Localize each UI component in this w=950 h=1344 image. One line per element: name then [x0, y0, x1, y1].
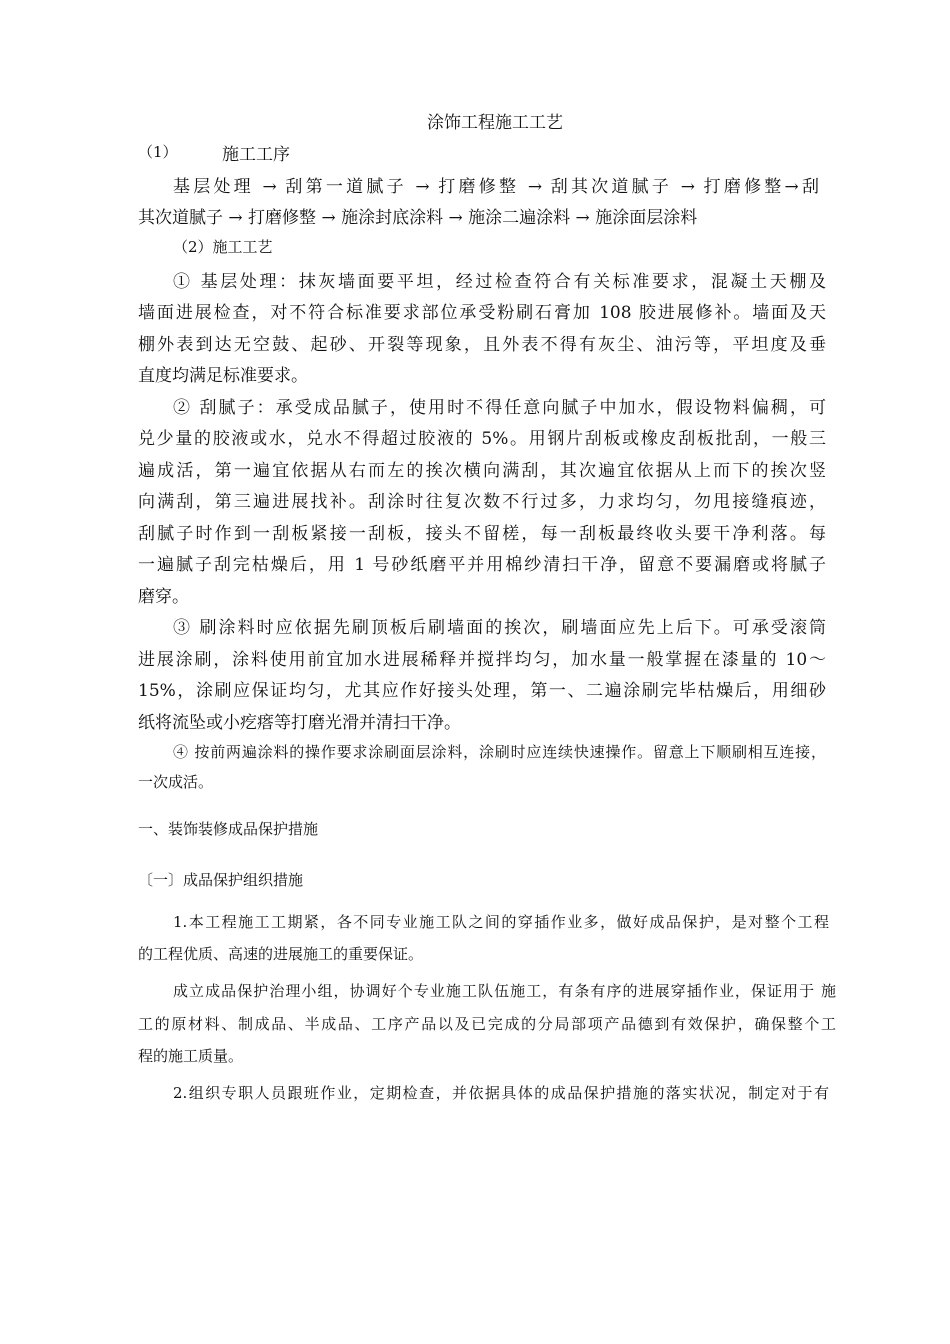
- process-flow-line: 其次道腻子 → 打磨修整 → 施涂封底涂料 → 施涂二遍涂料 → 施涂面层涂料: [138, 208, 698, 228]
- paragraph-line: 程的施工质量。: [138, 1047, 244, 1065]
- paragraph-line: 直度均满足标准要求。: [138, 366, 308, 386]
- paragraph-line: 进展涂刷，涂料使用前宜加水进展稀释并搅拌均匀，加水量一般掌握在漆量的 10～: [138, 650, 826, 670]
- process-flow-line: 基层处理 → 刮第一道腻子 → 打磨修整 → 刮其次道腻子 → 打磨修整→刮: [173, 177, 819, 197]
- section-1-title: 施工工序: [222, 145, 290, 165]
- paragraph-line: 一次成活。: [138, 773, 214, 791]
- paragraph-line: 纸将流坠或小疙瘩等打磨光滑并清扫干净。: [138, 713, 461, 733]
- paragraph-line: 成立成品保护治理小组，协调好个专业施工队伍施工，有条有序的进展穿插作业，保证用于 施: [173, 982, 836, 1000]
- section-1-number: （1）: [138, 143, 178, 161]
- paragraph-line: 一遍腻子刮完枯燥后，用 1 号砂纸磨平并用棉纱清扫干净，留意不要漏磨或将腻子: [138, 555, 826, 575]
- subsection-heading: 〔一〕成品保护组织措施: [138, 871, 304, 889]
- paragraph-line: 工的原材料、制成品、半成品、工序产品以及已完成的分局部项产品德到有效保护，确保整个工: [138, 1015, 836, 1033]
- paragraph-line: 磨穿。: [138, 587, 189, 607]
- paragraph-line: ① 基层处理：抹灰墙面要平坦，经过检查符合有关标准要求，混凝土天棚及: [173, 272, 826, 292]
- paragraph-line: 棚外表到达无空鼓、起砂、开裂等现象，且外表不得有灰尘、油污等，平坦度及垂: [138, 335, 826, 355]
- paragraph-line: 的工程优质、高速的进展施工的重要保证。: [138, 945, 424, 963]
- paragraph-line: 刮腻子时作到一刮板紧接一刮板，接头不留槎，每一刮板最终收头要干净利落。每: [138, 524, 826, 544]
- paragraph-line: 15%，涂刷应保证均匀，尤其应作好接头处理，第一、二遍涂刷完毕枯燥后，用细砂: [138, 681, 826, 701]
- paragraph-line: 1.本工程施工工期紧，各不同专业施工队之间的穿插作业多，做好成品保护，是对整个工程: [173, 913, 829, 931]
- paragraph-line: 墙面进展检查，对不符合标准要求部位承受粉刷石膏加 108 胶进展修补。墙面及天: [138, 303, 826, 323]
- paragraph-line: ③ 刷涂料时应依据先刷顶板后刷墙面的挨次，刷墙面应先上后下。可承受滚筒: [173, 618, 826, 638]
- paragraph-line: 2.组织专职人员跟班作业，定期检查，并依据具体的成品保护措施的落实状况，制定对于有: [173, 1084, 829, 1102]
- paragraph-line: 兑少量的胶液或水，兑水不得超过胶液的 5%。用钢片刮板或橡皮刮板批刮，一般三: [138, 429, 826, 449]
- section-2-heading: （2）施工工艺: [173, 238, 273, 256]
- paragraph-line: ④ 按前两遍涂料的操作要求涂刷面层涂料，涂刷时应连续快速操作。留意上下顺刷相互连接，: [173, 743, 826, 761]
- doc-title: 涂饰工程施工工艺: [427, 113, 563, 133]
- paragraph-line: 遍成活，第一遍宜依据从右而左的挨次横向满刮，其次遍宜依据从上而下的挨次竖: [138, 461, 826, 481]
- paragraph-line: 向满刮，第三遍进展找补。刮涂时往复次数不行过多，力求均匀，勿甩接缝痕迹，: [138, 492, 826, 512]
- paragraph-line: ② 刮腻子：承受成品腻子，使用时不得任意向腻子中加水，假设物料偏稠，可: [173, 398, 826, 418]
- section-heading: 一、装饰装修成品保护措施: [138, 820, 319, 838]
